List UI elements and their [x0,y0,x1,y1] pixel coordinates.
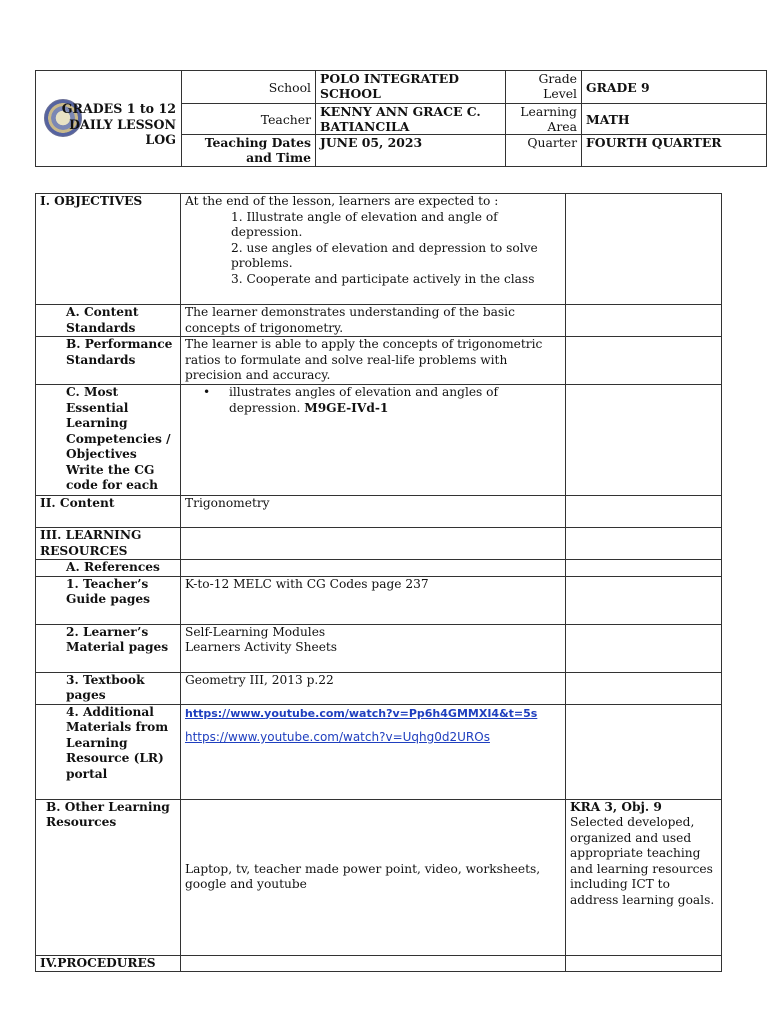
grade-value: GRADE 9 [582,71,767,104]
notes-cell [566,955,722,972]
lesson-log-table [35,193,722,972]
notes-cell [566,576,722,624]
melc-cell [181,385,566,496]
other-resources-label: B. Other Learning Resources [36,799,181,955]
quarter-label: Quarter [506,135,582,167]
references-label: A. References [36,560,181,577]
learners-material-label: 2. Learner’s Material pages [36,624,181,672]
document-title: GRADES 1 to 12 DAILY LESSON LOG [61,101,176,147]
kra-title: KRA 3, Obj. 9 [570,799,662,814]
school-value: POLO INTEGRATED SCHOOL [316,71,506,104]
procedures-label: IV.PROCEDURES [36,955,181,972]
resources-cell [181,528,566,560]
content-text: Trigonometry [181,496,566,528]
objectives-cell [181,194,566,305]
kra-text: Selected developed, organized and used appropriate teaching and learning resources including ICT to address learning goals. [570,815,715,907]
notes-cell [566,496,722,528]
objective-item: 3. Cooperate and participate actively in the class [231,271,535,286]
content-label: II. Content [36,496,181,528]
youtube-link[interactable]: https://www.youtube.com/watch?v=Pp6h4GMMXI4&t=5s [185,706,538,720]
quarter-value: FOURTH QUARTER [582,135,767,167]
notes-cell [566,194,722,305]
content-standards-text: The learner demonstrates understanding of the basic concepts of trigonometry. [181,305,566,337]
teacher-label: Teacher [182,104,316,135]
textbook-text: Geometry III, 2013 p.22 [181,672,566,704]
procedures-cell [181,955,566,972]
notes-cell [566,305,722,337]
objective-item: 1. Illustrate angle of elevation and angle of depression. [231,209,498,239]
additional-materials-label: 4. Additional Materials from Learning Resource (LR) portal [36,704,181,799]
references-cell [181,560,566,577]
additional-materials-cell [181,704,566,799]
other-resources-text: Laptop, tv, teacher made power point, video, worksheets, google and youtube [181,799,566,955]
notes-cell [566,560,722,577]
performance-standards-text: The learner is able to apply the concepts of trigonometric ratios to formulate and solve real-life problems with precision and accuracy. [181,337,566,385]
dates-label: Teaching Dates and Time [182,135,316,167]
notes-cell [566,385,722,496]
objectives-intro: At the end of the lesson, learners are expected to : [185,194,499,208]
school-label: School [182,71,316,104]
notes-cell [566,672,722,704]
melc-label: C. Most Essential Learning Competencies / Objectives Write the CG code for each [36,385,181,496]
bullet-icon: • [203,385,211,399]
grade-label: Grade Level [506,71,582,104]
learners-material-text: Learners Activity Sheets [185,640,338,654]
performance-standards-label: B. Performance Standards [36,337,181,385]
kra-cell [566,799,722,955]
area-label: Learning Area [506,104,582,135]
notes-cell [566,528,722,560]
teachers-guide-label: 1. Teacher’s Guide pages [36,576,181,624]
objectives-label: I. OBJECTIVES [36,194,181,305]
youtube-link[interactable]: https://www.youtube.com/watch?v=Uqhg0d2UROs [185,730,490,744]
resources-label: III. LEARNING RESOURCES [36,528,181,560]
melc-code: M9GE-IVd-1 [304,400,389,415]
learners-material-cell [181,624,566,672]
dates-value: JUNE 05, 2023 [316,135,506,167]
notes-cell [566,337,722,385]
objective-item: 2. use angles of elevation and depression to solve problems. [231,240,538,270]
textbook-label: 3. Textbook pages [36,672,181,704]
content-standards-label: A. Content Standards [36,305,181,337]
teacher-value: KENNY ANN GRACE C. BATIANCILA [316,104,506,135]
teachers-guide-text: K-to-12 MELC with CG Codes page 237 [181,576,566,624]
header-table [35,70,767,167]
notes-cell [566,704,722,799]
area-value: MATH [582,104,767,135]
header-title-cell [36,71,182,167]
notes-cell [566,624,722,672]
learners-material-text: Self-Learning Modules [185,624,326,639]
melc-text: illustrates angles of elevation and angles of depression. [229,385,499,415]
